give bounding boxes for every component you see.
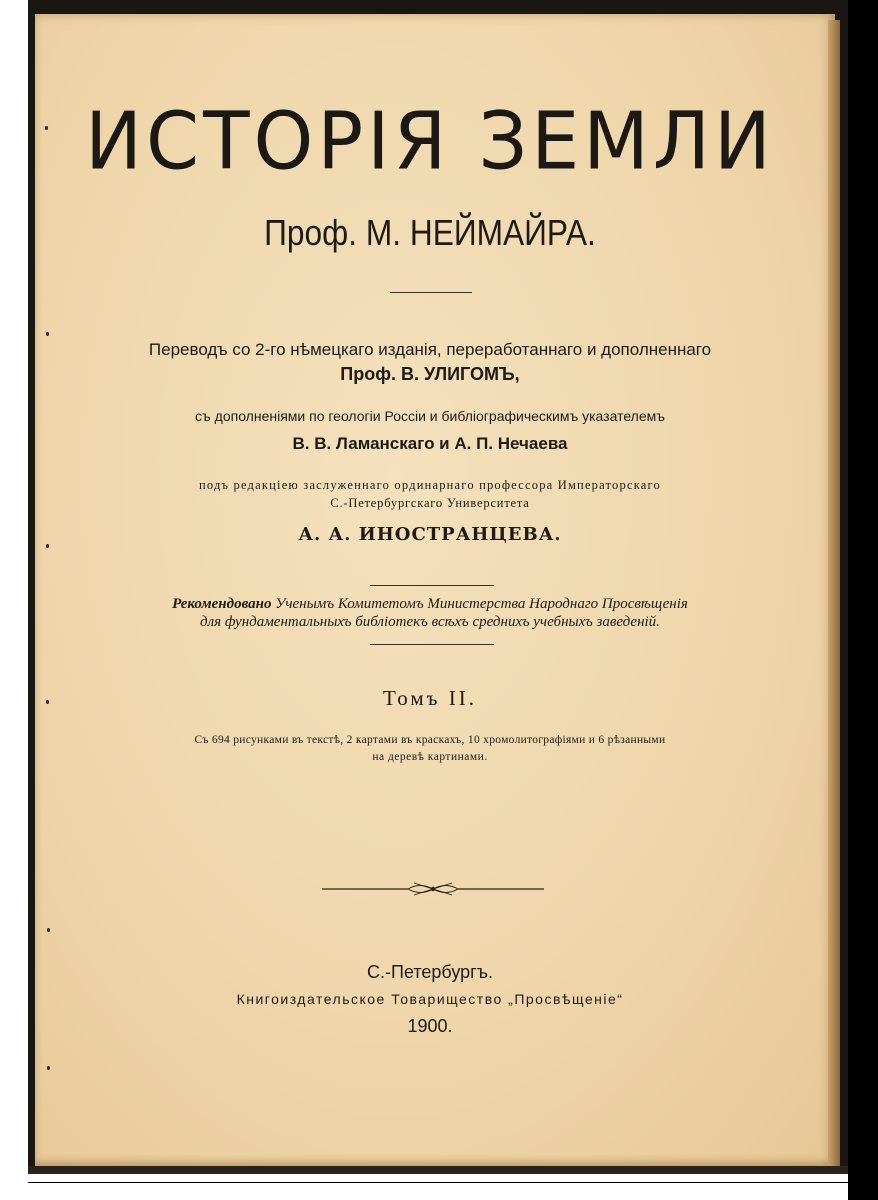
editor-name: А. А. ИНОСТРАНЦЕВА. <box>298 524 562 545</box>
margin-speck <box>46 332 49 336</box>
additions-authors: В. В. Ламанскаго и А. П. Нечаева <box>292 434 568 453</box>
bottom-rule <box>28 1182 848 1183</box>
ornament-divider <box>322 878 544 900</box>
rule-below-recommendation <box>370 644 494 645</box>
recommendation-lead: Рекомендовано <box>172 596 272 612</box>
margin-speck <box>47 1066 50 1070</box>
short-rule <box>390 292 472 293</box>
imprint-year: 1900. <box>407 1016 453 1036</box>
additions-line: съ дополненіями по геологіи Россіи и библіографическимъ указателемъ <box>195 408 665 424</box>
recommendation-line-2: для фундаментальныхъ библіотекъ всѣхъ среднихъ учебныхъ заведеній. <box>200 614 660 630</box>
rule-above-recommendation <box>370 585 494 586</box>
page-edge <box>828 20 840 1166</box>
translation-line: Переводъ со 2-го нѣмецкаго изданія, переработаннаго и дополненнаго <box>148 340 712 359</box>
editor-line-1: подъ редакціею заслуженнаго ординарнаго профессора Императорскаго <box>198 478 662 492</box>
illustrations-line-2: на деревѣ картинами. <box>372 751 488 763</box>
right-border-bar <box>848 0 878 1200</box>
imprint-publisher: Книгоиздательское Товарищество „Просвѣщеніе“ <box>236 991 624 1007</box>
translator-name: Проф. В. УЛИГОМЪ, <box>340 364 520 384</box>
author-name: Проф. М. НЕЙМАЙРА. <box>264 212 596 253</box>
editor-line-2: С.-Петербургскаго Университета <box>330 496 530 510</box>
recommendation-text-1: Ученымъ Комитетомъ Министерства Народнаго Просвѣщенія <box>275 596 688 612</box>
margin-speck <box>47 928 50 932</box>
recommendation-line-1 <box>35 596 825 613</box>
volume-label: Томъ II. <box>383 686 477 710</box>
illustrations-line-1: Съ 694 рисунками въ текстѣ, 2 картами въ краскахъ, 10 хромолитографіями и 6 рѣзанными <box>194 734 666 746</box>
book-title: ИСТОРІЯ ЗЕМЛИ <box>85 93 775 188</box>
imprint-city: С.-Петербургъ. <box>367 962 493 982</box>
bottom-page-edge <box>28 1166 848 1174</box>
